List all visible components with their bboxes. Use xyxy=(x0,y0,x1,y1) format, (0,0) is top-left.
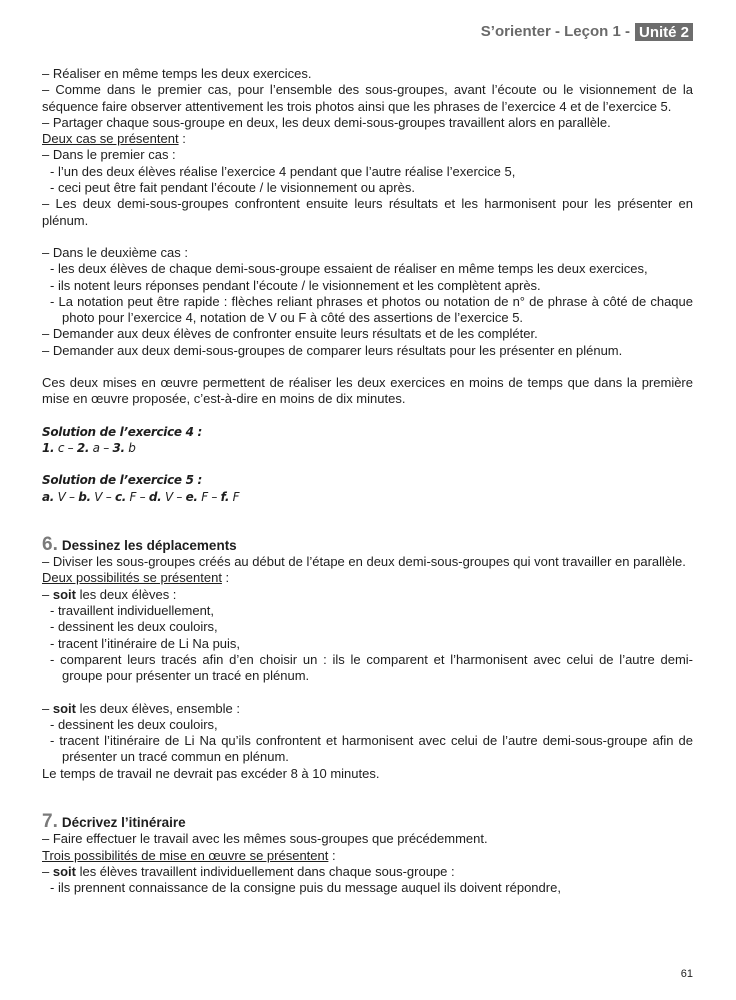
subheading-possibilities: Trois possibilités de mise en œuvre se présentent : xyxy=(42,847,336,863)
page-number: 61 xyxy=(680,968,693,980)
paragraph: – Comme dans le premier cas, pour l’ensemble des sous-groupes, avant l’écoute ou le visionnement de la séquence faire observer attentivement les trois photos ainsi que les phrases de l’exercice 4 et de l’exercice 5. xyxy=(42,82,693,114)
solution-4-title: Solution de l’exercice 4 : xyxy=(42,424,203,439)
sub-bullet: - tracent l’itinéraire de Li Na puis, xyxy=(50,635,241,651)
sub-bullet: - ils notent leurs réponses pendant l’écoute / le visionnement et les complètent après. xyxy=(50,277,541,293)
paragraph: – Faire effectuer le travail avec les mêmes sous-groupes que précédemment. xyxy=(42,831,488,847)
paragraph: Ces deux mises en œuvre permettent de réaliser les deux exercices en moins de temps que dans la première mise en œuvre proposée, c’est-à-dire en moins de dix minutes. xyxy=(42,375,693,407)
section-7-heading xyxy=(42,810,693,832)
section-title: Dessinez les déplacements xyxy=(61,537,237,553)
sub-bullet: - les deux élèves de chaque demi-sous-groupe essaient de réaliser en même temps les deux exercices, xyxy=(50,261,648,277)
paragraph: – Demander aux deux élèves de confronter ensuite leurs résultats et de les compléter. xyxy=(42,326,538,342)
paragraph: – Les deux demi-sous-groupes confrontent ensuite leurs résultats et les harmonisent pour les présenter en plénum. xyxy=(42,196,693,228)
underlined-label: Deux possibilités se présentent xyxy=(42,570,222,586)
sub-bullet: - ceci peut être fait pendant l’écoute / le visionnement ou après. xyxy=(50,180,415,196)
subheading-cases: Deux cas se présentent : xyxy=(42,131,186,147)
underlined-label: Deux cas se présentent xyxy=(42,131,179,147)
paragraph: – Dans le deuxième cas : xyxy=(42,244,188,260)
paragraph: Le temps de travail ne devrait pas excéder 8 à 10 minutes. xyxy=(42,765,380,781)
paragraph: – Demander aux deux demi-sous-groupes de comparer leurs résultats pour les présenter en plénum. xyxy=(42,342,623,358)
paragraph: – Diviser les sous-groupes créés au début de l’étape en deux demi-sous-groupes qui vont travailler en parallèle. xyxy=(42,554,686,570)
paragraph: – soit les deux élèves, ensemble : xyxy=(42,700,241,716)
running-header xyxy=(481,23,693,41)
paragraph: – Dans le premier cas : xyxy=(42,147,176,163)
paragraph: – Réaliser en même temps les deux exercices. xyxy=(42,66,312,81)
section-6-heading xyxy=(42,533,693,555)
page-body xyxy=(42,66,693,896)
sub-bullet: - tracent l’itinéraire de Li Na qu’ils confrontent et harmonisent avec celui de l’autre demi-sous-groupe afin de présenter un tracé commun en plénum. xyxy=(50,733,693,765)
subheading-possibilities: Deux possibilités se présentent : xyxy=(42,570,230,586)
sub-bullet: - dessinent les deux couloirs, xyxy=(50,716,218,732)
underlined-label: Trois possibilités de mise en œuvre se présentent xyxy=(42,847,329,863)
section-number: 7. xyxy=(42,810,58,832)
paragraph: – Partager chaque sous-groupe en deux, les deux demi-sous-groupes travaillent alors en parallèle. xyxy=(42,114,611,130)
sub-bullet: - travaillent individuellement, xyxy=(50,603,215,619)
solution-4-answers: 1. c – 2. a – 3. b xyxy=(42,440,136,455)
unit-badge: Unité 2 xyxy=(635,23,693,41)
section-number: 6. xyxy=(42,533,58,555)
sub-bullet: - dessinent les deux couloirs, xyxy=(50,619,218,635)
sub-bullet: - l’un des deux élèves réalise l’exercice 4 pendant que l’autre réalise l’exercice 5, xyxy=(50,163,516,179)
sub-bullet: - La notation peut être rapide : flèches reliant phrases et photos ou notation de n° de phrase à côté de chaque photo pour l’exercice 4, notation de V ou F à côté des assertions de l’exercice 5. xyxy=(50,293,693,326)
lesson-title: S’orienter - Leçon 1 - xyxy=(480,22,630,40)
paragraph: – soit les élèves travaillent individuellement dans chaque sous-groupe : xyxy=(42,863,455,879)
sub-bullet: - comparent leurs tracés afin d’en choisir un : ils le comparent et l’harmonisent avec celui de l’autre demi-groupe pour présenter un tracé en plénum. xyxy=(50,651,693,684)
paragraph: – soit les deux élèves : xyxy=(42,586,177,602)
solution-5-answers: a. V – b. V – c. F – d. V – e. F – f. F xyxy=(42,489,240,504)
solution-5-title: Solution de l’exercice 5 : xyxy=(42,473,203,488)
sub-bullet: - ils prennent connaissance de la consigne puis du message auquel ils doivent répondre, xyxy=(50,880,561,896)
section-title: Décrivez l’itinéraire xyxy=(61,814,186,830)
